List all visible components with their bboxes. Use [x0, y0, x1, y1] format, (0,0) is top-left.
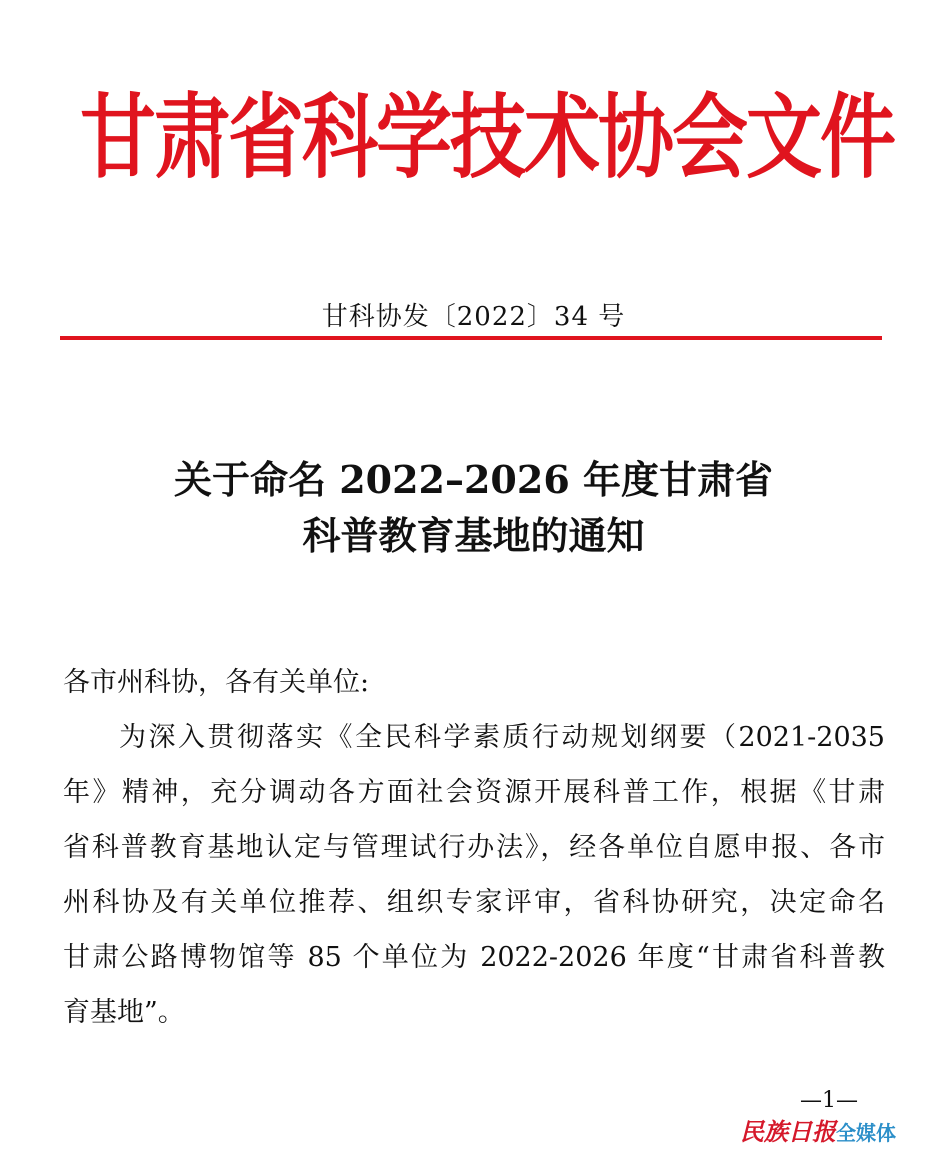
red-divider-line	[60, 336, 882, 340]
body-line: 甘肃公路博物馆等 85 个单位为 2022-2026 年度“甘肃省科普教	[63, 942, 885, 973]
document-number: 甘科协发〔2022〕34 号	[321, 302, 626, 332]
watermark-red-text: 民族日报	[740, 1117, 836, 1146]
notice-body	[63, 655, 885, 1040]
body-line: 育基地”。	[63, 997, 185, 1028]
newspaper-watermark	[740, 1112, 896, 1147]
page-number: —1—	[800, 1088, 858, 1113]
watermark-blue-text: 全媒体	[836, 1121, 896, 1145]
body-line: 州科协及有关单位推荐、组织专家评审，省科协研究，决定命名	[63, 887, 885, 918]
notice-title-line-1: 关于命名 2022–2026 年度甘肃省	[174, 457, 773, 502]
salutation: 各市州科协，各有关单位:	[63, 667, 370, 698]
notice-title-line-2: 科普教育基地的通知	[302, 513, 645, 558]
body-line: 为深入贯彻落实《全民科学素质行动规划纲要（2021-2035	[119, 722, 885, 753]
body-line: 省科普教育基地认定与管理试行办法》，经各单位自愿申报、各市	[63, 832, 885, 863]
body-line: 年》精神，充分调动各方面社会资源开展科普工作，根据《甘肃	[63, 777, 885, 808]
document-masthead: 甘肃省科学技术协会文件	[80, 84, 894, 191]
